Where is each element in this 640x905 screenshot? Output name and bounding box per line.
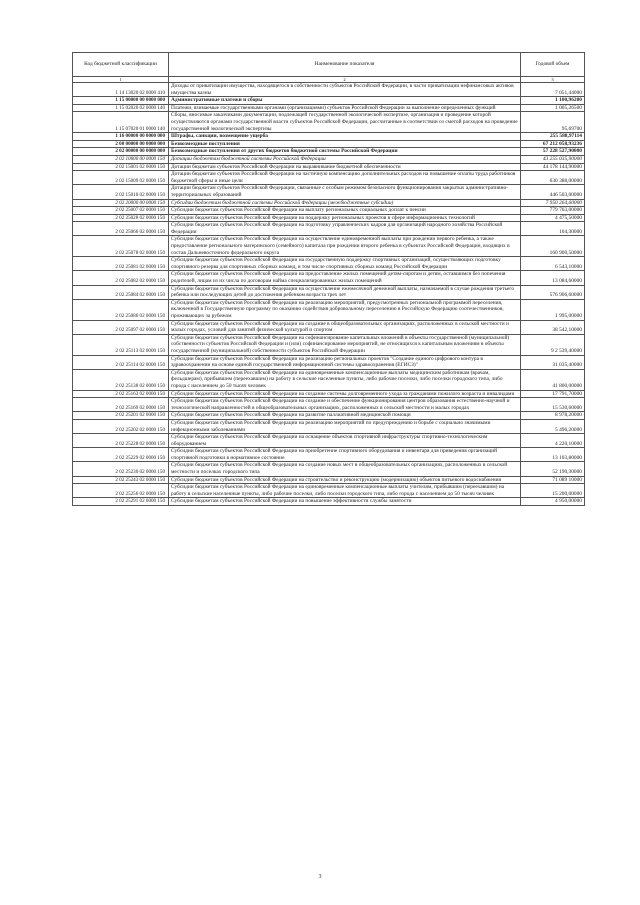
row-code: 2 02 25086 02 0000 150 xyxy=(73,299,169,320)
table-row xyxy=(73,434,585,448)
table-row xyxy=(73,185,585,199)
row-code: 2 02 20000 00 0000 150 xyxy=(73,199,169,207)
table-header-row xyxy=(73,53,585,77)
row-name: Субсидии бюджетам субъектов Российской Федерации на поддержку региональных проектов в сфере информационных технологий xyxy=(169,214,521,222)
table-row xyxy=(73,390,585,398)
column-number-1: 1 xyxy=(73,77,169,83)
table-row xyxy=(73,462,585,476)
row-amount: 7 950 264,60000 xyxy=(521,199,585,207)
row-code: 2 02 25230 02 0000 150 xyxy=(73,462,169,476)
row-amount: 104,30000 xyxy=(521,222,585,236)
table-row xyxy=(73,320,585,334)
row-code: 1 15 00000 00 0000 000 xyxy=(73,97,169,105)
row-code: 2 02 25097 02 0000 150 xyxy=(73,320,169,334)
row-code: 2 02 25114 02 0000 150 xyxy=(73,355,169,369)
row-code: 2 02 00000 00 0000 000 xyxy=(73,148,169,156)
row-amount: 38 542,10000 xyxy=(521,320,585,334)
row-name: Дотации бюджетам субъектов Российской Федерации, связанные с особым режимом безопасного функционирования закрытых административно-территориальных образований xyxy=(169,185,521,199)
row-name: Субсидии бюджетам субъектов Российской Федерации на оснащение объектов спортивной инфраструктуры спортивно-технологическим оборудованием xyxy=(169,434,521,448)
table-row xyxy=(73,163,585,171)
row-name: Субсидии бюджетам субъектов Российской Федерации на создание системы долговременного ухода за гражданами пожилого возраста и инвалидами xyxy=(169,390,521,398)
row-code: 1 15 02020 02 0000 140 xyxy=(73,104,169,112)
table-row xyxy=(73,112,585,133)
row-amount: 44 178 144,90000 xyxy=(521,163,585,171)
row-amount: 576 906,60000 xyxy=(521,285,585,299)
row-name: Субсидии бюджетам субъектов Российской Федерации на приобретение спортивного оборудования и инвентаря для приведения организаций спортивной подготовки в нормативное состояние xyxy=(169,448,521,462)
row-code: 2 00 00000 00 0000 000 xyxy=(73,140,169,148)
row-name: Субсидии бюджетам субъектов Российской Федерации на создание новых мест в общеобразовательных организациях, расположенных в сельской местности и поселках городского типа xyxy=(169,462,521,476)
row-name: Субсидии бюджетам субъектов Российской Федерации на создание в общеобразовательных организациях, расположенных в сельской местности и малых городах, условий для занятий физической культурой и спортом xyxy=(169,320,521,334)
row-amount: 15 530,60000 xyxy=(521,398,585,412)
row-name: Доходы от приватизации имущества, находящегося в собственности субъектов Российской Федерации, в части приватизации нефинансовых активов имущества казны xyxy=(169,83,521,97)
budget-table-page xyxy=(72,52,584,506)
row-name: Субсидии бюджетам субъектов Российской Федерации на предоставление жилых помещений детям-сиротам и детям, оставшимся без попечения родителей, лицам из их числа по договорам найма специализированных жилых помещений xyxy=(169,271,521,285)
row-amount: 7 051,44000 xyxy=(521,83,585,97)
row-code: 2 02 25084 02 0000 150 xyxy=(73,285,169,299)
row-amount: 255 588,97114 xyxy=(521,133,585,141)
row-code: 2 02 25202 02 0000 150 xyxy=(73,419,169,433)
row-code: 2 02 25291 02 0000 150 xyxy=(73,498,169,506)
table-row xyxy=(73,484,585,498)
row-code: 2 02 25007 02 0000 150 xyxy=(73,207,169,215)
table-row xyxy=(73,476,585,484)
row-code: 1 14 13020 02 0000 410 xyxy=(73,83,169,97)
row-amount: 8 978,20000 xyxy=(521,412,585,420)
row-name: Дотации бюджетам субъектов Российской Федерации на частичную компенсацию дополнительных расходов на повышение оплаты труда работников бюджетной сферы и иные цели xyxy=(169,171,521,185)
row-name: Субсидии бюджетам субъектов Российской Федерации на реализацию мероприятий по предупреждению и борьбе с социально значимыми инфекционными заболеваниями xyxy=(169,419,521,433)
table-row xyxy=(73,155,585,163)
row-amount: 6 543,10000 xyxy=(521,257,585,271)
row-name: Субсидии бюджетам бюджетной системы Российской Федерации (межбюджетные субсидии) xyxy=(169,199,521,207)
row-name: Субсидии бюджетам субъектов Российской Федерации на повышение эффективности службы занятости xyxy=(169,498,521,506)
table-row xyxy=(73,419,585,433)
table-row xyxy=(73,334,585,355)
row-amount: 13 103,80000 xyxy=(521,448,585,462)
row-code: 2 02 25082 02 0000 150 xyxy=(73,271,169,285)
row-code: 2 02 15010 02 0000 150 xyxy=(73,185,169,199)
row-amount: 4 475,50000 xyxy=(521,214,585,222)
row-amount: 4 220,10000 xyxy=(521,434,585,448)
row-name: Субсидии бюджетам субъектов Российской Федерации на осуществление единовременной выплаты при рождении первого ребенка, а также предоставление регионального материнского (семейного) капитала при рождении второго ребенка в субъектах Российской Федерации, входящих в состав Дальневосточного федерального округа xyxy=(169,236,521,257)
table-row xyxy=(73,398,585,412)
row-name: Субсидии бюджетам субъектов Российской Федерации на единовременные компенсационные выплаты учителям, прибывшим (переехавшим) на работу в сельские населенные пункты, либо рабочие поселки, либо поселки городского типа, либо города с населением до 50 тысяч человек xyxy=(169,484,521,498)
row-amount: 67 212 058,93236 xyxy=(521,140,585,148)
row-code: 2 02 25081 02 0000 150 xyxy=(73,257,169,271)
row-amount: 71 089 10000 xyxy=(521,476,585,484)
row-name: Субсидии бюджетам субъектов Российской Федерации на реализацию мероприятий, предусмотренных региональной программой переселения, включенной в Государственную программу по оказанию содействия добровольному переселению в Российскую Федерацию соотечественников, проживающих за рубежом xyxy=(169,299,521,320)
row-amount: 4 950,00000 xyxy=(521,498,585,506)
row-amount: 630 388,00000 xyxy=(521,171,585,185)
table-row xyxy=(73,285,585,299)
row-name: Субсидии бюджетам субъектов Российской Федерации на государственную поддержку спортивных организаций, осуществляющих подготовку спортивного резерва для спортивных сборных команд, в том числе спортивных сборных команд Российской Федерации xyxy=(169,257,521,271)
row-code: 2 02 15009 02 0000 150 xyxy=(73,171,169,185)
row-name: Субсидии бюджетам субъектов Российской Федерации на строительство и реконструкцию (модернизацию) объектов питьевого водоснабжения xyxy=(169,476,521,484)
row-name: Субсидии бюджетам субъектов Российской Федерации на реализацию региональных проектов "Создание единого цифрового контура в здравоохранении на основе единой государственной информационной системы здравоохранения (ЕГИСЗ)" xyxy=(169,355,521,369)
row-amount: 5 496,20000 xyxy=(521,419,585,433)
row-code: 2 02 25228 02 0000 150 xyxy=(73,434,169,448)
page-number: 3 xyxy=(318,874,322,880)
row-code: 2 02 25201 02 0000 150 xyxy=(73,412,169,420)
row-amount: 1 995,00000 xyxy=(521,299,585,320)
row-amount: 17 791,70000 xyxy=(521,390,585,398)
table-row xyxy=(73,355,585,369)
table-row xyxy=(73,498,585,506)
row-amount: 15 200,00000 xyxy=(521,484,585,498)
row-code: 1 16 00000 00 0000 000 xyxy=(73,133,169,141)
row-amount: 52 190,30000 xyxy=(521,462,585,476)
column-number-2: 2 xyxy=(169,77,521,83)
row-amount: 1 005,26500 xyxy=(521,104,585,112)
row-code: 2 02 25138 02 0000 150 xyxy=(73,369,169,390)
row-amount: 9 2 539,40000 xyxy=(521,334,585,355)
column-number-3: 3 xyxy=(521,77,585,83)
table-row xyxy=(73,104,585,112)
table-row xyxy=(73,257,585,271)
row-code: 2 02 25066 02 0000 150 xyxy=(73,222,169,236)
header-name: Наименование показателя xyxy=(169,53,521,77)
row-name: Дотации бюджетам бюджетной системы Российской Федерации xyxy=(169,155,521,163)
row-name: Административные платежи и сборы xyxy=(169,97,521,105)
row-name: Субсидии бюджетам субъектов Российской Федерации на осуществление ежемесячной денежной выплаты, назначаемой в случае рождения третьего ребенка или последующих детей до достижения ребенком возраста трех лет xyxy=(169,285,521,299)
row-name: Субсидии бюджетам субъектов Российской Федерации на подготовку управленческих кадров для организаций народного хозяйства Российской Федерации xyxy=(169,222,521,236)
table-row xyxy=(73,148,585,156)
table-row xyxy=(73,271,585,285)
row-amount: 41 800,00000 xyxy=(521,369,585,390)
row-name: Штрафы, санкции, возмещение ущерба xyxy=(169,133,521,141)
table-row xyxy=(73,236,585,257)
table-row xyxy=(73,369,585,390)
table-row xyxy=(73,207,585,215)
table-row xyxy=(73,199,585,207)
row-code: 2 02 10000 00 0000 150 xyxy=(73,155,169,163)
revenue-table xyxy=(72,52,585,506)
header-code: Код бюджетной классификации xyxy=(73,53,169,77)
table-body xyxy=(73,83,585,506)
row-amount: 779 763,00000 xyxy=(521,207,585,215)
table-row xyxy=(73,171,585,185)
row-name: Субсидии бюджетам субъектов Российской Федерации на выплату региональных социальных доплат к пенсии xyxy=(169,207,521,215)
row-amount: 1 100,96200 xyxy=(521,97,585,105)
table-row xyxy=(73,412,585,420)
table-row xyxy=(73,214,585,222)
row-code: 2 02 25229 02 0000 150 xyxy=(73,448,169,462)
row-code: 2 02 25113 02 0000 150 xyxy=(73,334,169,355)
row-name: Безвозмездные поступления xyxy=(169,140,521,148)
table-row xyxy=(73,83,585,97)
table-row xyxy=(73,133,585,141)
row-amount: 31 035,40000 xyxy=(521,355,585,369)
row-amount: 43 255 035,90000 xyxy=(521,155,585,163)
row-code: 2 02 25028 02 0000 150 xyxy=(73,214,169,222)
table-row xyxy=(73,222,585,236)
row-name: Платежи, взимаемые государственными органами (организациями) субъектов Российской Федерации за выполнение определенных функций xyxy=(169,104,521,112)
row-amount: 446 503,00000 xyxy=(521,185,585,199)
row-amount: 57 228 527,90000 xyxy=(521,148,585,156)
row-amount: 13 084,60000 xyxy=(521,271,585,285)
table-row xyxy=(73,448,585,462)
row-code: 1 15 07020 01 0000 140 xyxy=(73,112,169,133)
row-name: Субсидии бюджетам субъектов Российской Федерации на развитие паллиативной медицинской помощи xyxy=(169,412,521,420)
table-row xyxy=(73,140,585,148)
row-code: 2 02 25163 02 0000 150 xyxy=(73,390,169,398)
row-amount: 160 900,50000 xyxy=(521,236,585,257)
row-code: 2 02 25078 02 0000 150 xyxy=(73,236,169,257)
row-code: 2 02 25256 02 0000 150 xyxy=(73,484,169,498)
row-amount: 95,69700 xyxy=(521,112,585,133)
row-name: Субсидии бюджетам субъектов Российской Федерации на софинансирование капитальных вложений в объекты государственной (муниципальной) собственности субъектов Российской Федерации и (или) софинансирование мероприятий, не относящихся к капитальным вложениям в объекты государственной (муниципальной) собственности субъектов Российской Федерации xyxy=(169,334,521,355)
row-name: Субсидии бюджетам субъектов Российской Федерации на единовременные компенсационные выплаты медицинским работникам (врачам, фельдшерам), прибывшим (переехавшим) на работу в сельские населенные пункты, либо рабочие поселки, либо поселки городского типа, либо города с населением до 50 тысяч человек xyxy=(169,369,521,390)
table-row xyxy=(73,97,585,105)
row-name: Дотации бюджетам субъектов Российской Федерации на выравнивание бюджетной обеспеченности xyxy=(169,163,521,171)
row-code: 2 02 25243 02 0000 150 xyxy=(73,476,169,484)
header-amount: Годовой объем xyxy=(521,53,585,77)
row-code: 2 02 25169 02 0000 150 xyxy=(73,398,169,412)
row-name: Безвозмездные поступления от других бюджетов бюджетной системы Российской Федерации xyxy=(169,148,521,156)
row-name: Сборы, вносимые заказчиками документации, подлежащей государственной экологической экспертизе, организация и проведение которой осуществляются органами государственной власти субъектов Российской Федерации, рассчитанные в соответствии со сметой расходов на проведение государственной экологической экспертизы xyxy=(169,112,521,133)
table-row xyxy=(73,299,585,320)
row-code: 2 02 15001 02 0000 150 xyxy=(73,163,169,171)
row-name: Субсидии бюджетам субъектов Российской Федерации на создание и обеспечение функционирования центров образования естественно-научной и технологической направленностей в общеобразовательных организациях, расположенных в сельской местности и малых городах xyxy=(169,398,521,412)
